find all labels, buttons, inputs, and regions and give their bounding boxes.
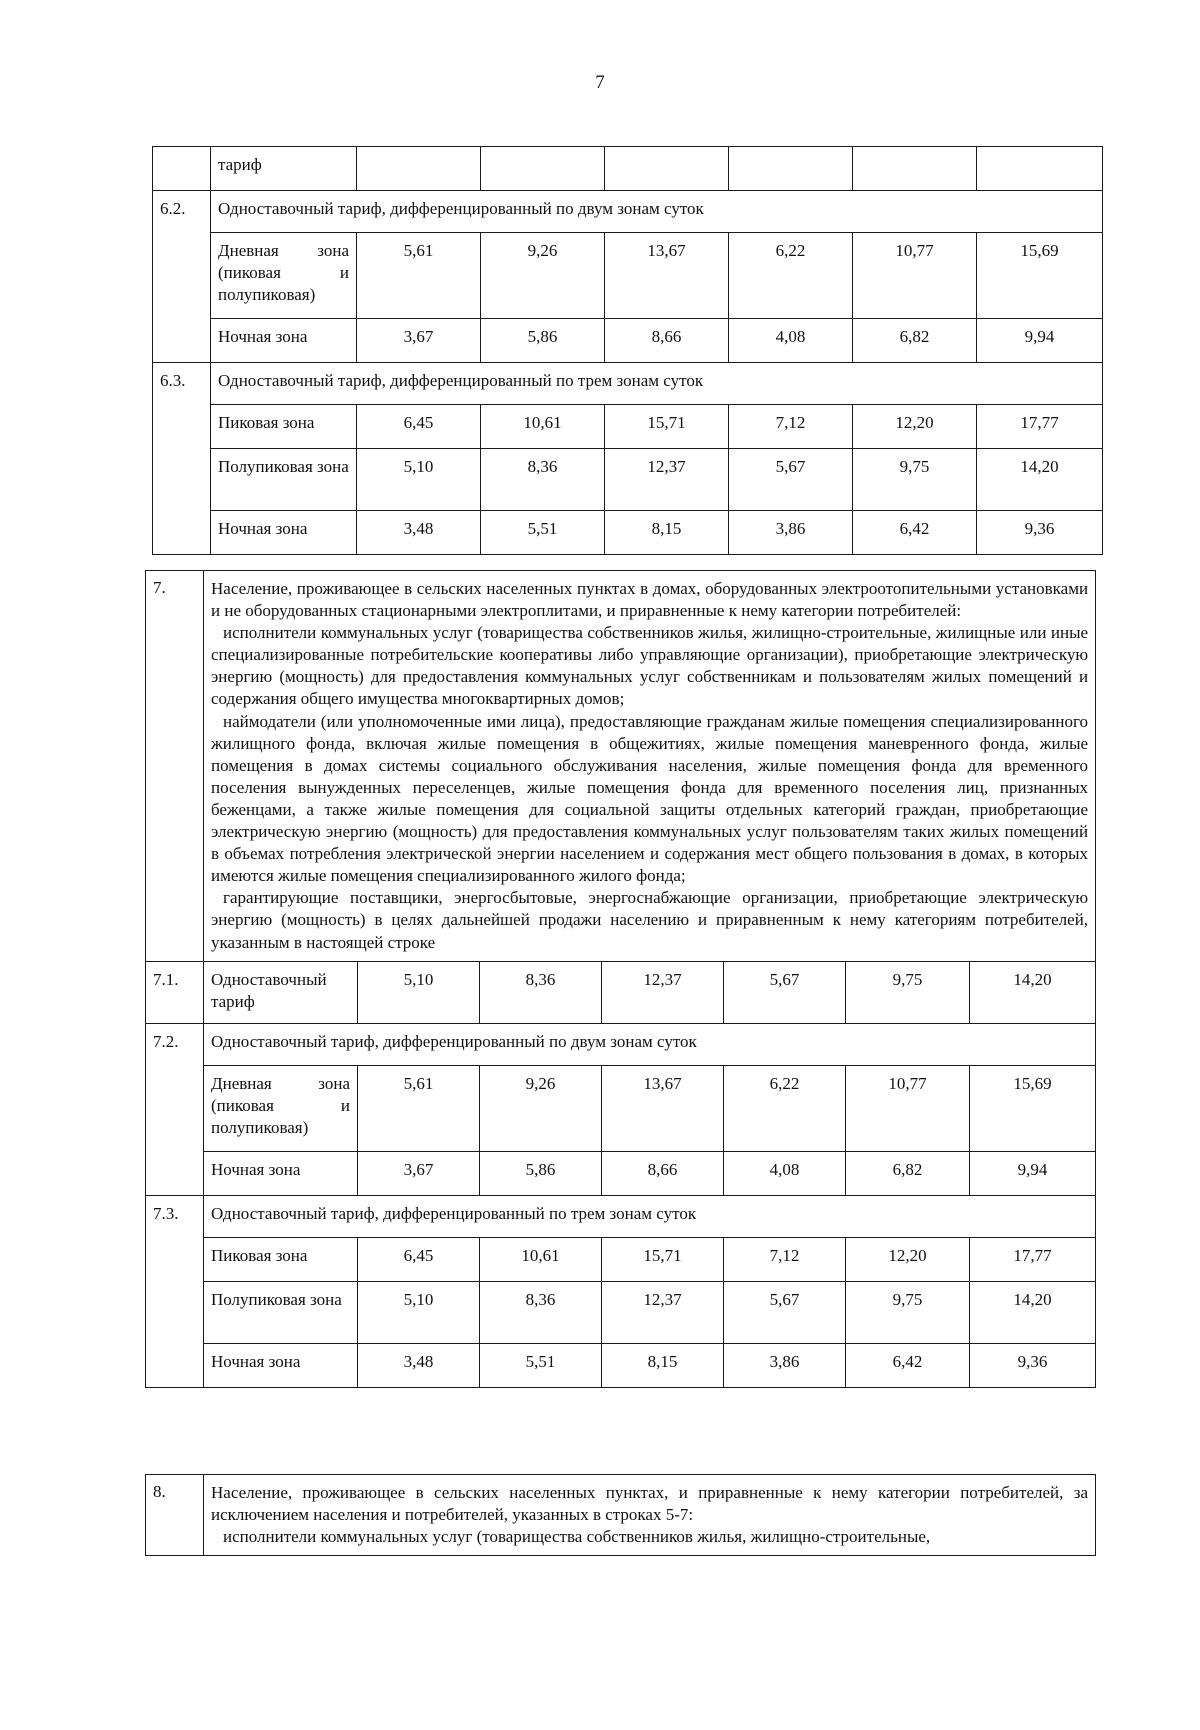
value-cell: 5,86: [481, 319, 605, 363]
row-label: Ночная зона: [211, 511, 357, 555]
row-number-cell: [153, 147, 211, 191]
paragraph: исполнители коммунальных услуг (товарищества собственников жилья, жилищно-строительные,: [223, 1527, 931, 1547]
section-header: Одноставочный тариф, дифференцированный по двум зонам суток: [211, 191, 1103, 233]
row-label: Дневная зона (пиковая и полупиковая): [204, 1065, 358, 1151]
value-cell: 6,45: [358, 1237, 480, 1281]
row-number: 7.: [146, 571, 204, 962]
value-cell: 5,61: [357, 233, 481, 319]
value-cell: 14,20: [977, 449, 1103, 511]
value-cell: 8,15: [605, 511, 729, 555]
value-cell: 13,67: [602, 1065, 724, 1151]
table-row: [146, 571, 1096, 962]
value-cell: 7,12: [724, 1237, 846, 1281]
paragraph: гарантирующие поставщики, энергосбытовые, энергоснабжающие организации, приобретающие электрическую энергию (мощность) в целях дальнейшей продажи населению и приравненным к нему категориям потребителей, указанным в настоящей строке: [211, 888, 1089, 952]
section-header: Одноставочный тариф, дифференцированный по трем зонам суток: [204, 1195, 1096, 1237]
value-cell: 9,26: [481, 233, 605, 319]
row-number: 6.2.: [153, 191, 211, 363]
tariff-table-top: [152, 146, 1103, 555]
row-label: Дневная зона (пиковая и полупиковая): [211, 233, 357, 319]
row-number: 7.3.: [146, 1195, 204, 1387]
row-label: Ночная зона: [204, 1343, 358, 1387]
value-cell: 10,61: [480, 1237, 602, 1281]
row-label: Ночная зона: [211, 319, 357, 363]
table-row: [146, 1065, 1096, 1151]
value-cell: 8,36: [481, 449, 605, 511]
value-cell: 9,94: [970, 1151, 1096, 1195]
value-cell: 9,75: [853, 449, 977, 511]
value-cell: 12,37: [605, 449, 729, 511]
value-cell: 5,67: [724, 961, 846, 1023]
section-text: [204, 1475, 1096, 1556]
table-row: [146, 1195, 1096, 1237]
value-cell: 5,51: [481, 511, 605, 555]
value-cell: 3,86: [729, 511, 853, 555]
section-header: Одноставочный тариф, дифференцированный по двум зонам суток: [204, 1023, 1096, 1065]
value-cell: 15,69: [970, 1065, 1096, 1151]
row-number: 7.2.: [146, 1023, 204, 1195]
value-cell: 6,82: [846, 1151, 970, 1195]
table-row: [153, 511, 1103, 555]
value-cell: 3,48: [357, 511, 481, 555]
value-cell: 6,45: [357, 405, 481, 449]
row-label: Полупиковая зона: [211, 449, 357, 511]
value-cell: 4,08: [729, 319, 853, 363]
value-cell: 3,48: [358, 1343, 480, 1387]
value-cell: 6,42: [846, 1343, 970, 1387]
value-cell: 15,69: [977, 233, 1103, 319]
table-row: [146, 1151, 1096, 1195]
tariff-table-section-8: [145, 1474, 1096, 1556]
value-cell: 5,67: [724, 1281, 846, 1343]
section-header: Одноставочный тариф, дифференцированный по трем зонам суток: [211, 363, 1103, 405]
row-label: Пиковая зона: [204, 1237, 358, 1281]
value-cell: 3,86: [724, 1343, 846, 1387]
value-cell: 6,42: [853, 511, 977, 555]
table-row: [153, 363, 1103, 405]
value-cell: 6,22: [729, 233, 853, 319]
table-row: [153, 319, 1103, 363]
value-cell: 9,36: [977, 511, 1103, 555]
value-cell: 10,77: [846, 1065, 970, 1151]
value-cell: 6,22: [724, 1065, 846, 1151]
table-row: [153, 191, 1103, 233]
value-cell: 9,75: [846, 961, 970, 1023]
value-cell: 12,20: [853, 405, 977, 449]
table-row: [146, 1343, 1096, 1387]
value-cell: 7,12: [729, 405, 853, 449]
value-cell: 9,94: [977, 319, 1103, 363]
row-label: Пиковая зона: [211, 405, 357, 449]
page-number: 7: [595, 72, 605, 93]
row-number: 6.3.: [153, 363, 211, 555]
row-label: Полупиковая зона: [204, 1281, 358, 1343]
table-row: [153, 233, 1103, 319]
value-cell: 12,20: [846, 1237, 970, 1281]
value-cell: 10,61: [481, 405, 605, 449]
value-cell: 8,36: [480, 961, 602, 1023]
row-label: Одноставочный тариф: [204, 961, 358, 1023]
table-row: [146, 1237, 1096, 1281]
table-row: [153, 405, 1103, 449]
value-cell: 15,71: [605, 405, 729, 449]
value-cell: 12,37: [602, 1281, 724, 1343]
value-cell: 17,77: [970, 1237, 1096, 1281]
value-cell: 12,37: [602, 961, 724, 1023]
value-cell: 15,71: [602, 1237, 724, 1281]
value-cell: 9,75: [846, 1281, 970, 1343]
value-cell: 5,10: [358, 1281, 480, 1343]
paragraph: Население, проживающее в сельских населенных пунктах в домах, оборудованных электроотопительными установками и не оборудованных стационарными электроплитами, и приравненные к нему категории потребителей:: [211, 579, 1089, 621]
value-cell: 3,67: [358, 1151, 480, 1195]
table-row: [146, 1023, 1096, 1065]
value-cell: 5,10: [358, 961, 480, 1023]
paragraph: наймодатели (или уполномоченные ими лица), предоставляющие гражданам жилые помещения специализированного жилищного фонда, включая жилые помещения в общежитиях, жилые помещения маневренного фонда, жилые помещения в домах системы социального обслуживания населения, жилые помещения фонда для временного поселения вынужденных переселенцев, жилые помещения фонда для временного поселения лиц, признанных беженцами, а также жилые помещения для социальной защиты отдельных категорий граждан, приобретающие электрическую энергию (мощность) для предоставления коммунальных услуг пользователям таких жилых помещений в объемах потребления электрической энергии населением и содержания мест общего пользования в домах, в которых имеются жилые помещения специализированного жилого фонда;: [211, 711, 1089, 886]
value-cell: 6,82: [853, 319, 977, 363]
value-cell: 13,67: [605, 233, 729, 319]
value-cell: 9,36: [970, 1343, 1096, 1387]
value-cell: 4,08: [724, 1151, 846, 1195]
value-cell: 5,51: [480, 1343, 602, 1387]
table-row: [146, 1281, 1096, 1343]
value-cell: 5,61: [358, 1065, 480, 1151]
value-cell: 5,86: [480, 1151, 602, 1195]
value-cell: 5,10: [357, 449, 481, 511]
row-number: 8.: [146, 1475, 204, 1556]
value-cell: 8,36: [480, 1281, 602, 1343]
value-cell: 5,67: [729, 449, 853, 511]
paragraph: исполнители коммунальных услуг (товарищества собственников жилья, жилищно-строительные, жилищные или иные специализированные потребительские кооперативы либо управляющие организации), приобретающие электрическую энергию (мощность) для предоставления коммунальных услуг собственникам и пользователям жилых помещений и содержания общего имущества многоквартирных домов;: [211, 623, 1089, 709]
value-cell: 14,20: [970, 1281, 1096, 1343]
table-row: [153, 147, 1103, 191]
value-cell: 3,67: [357, 319, 481, 363]
table-row: [153, 449, 1103, 511]
section-text: [204, 571, 1096, 962]
value-cell: 8,66: [605, 319, 729, 363]
row-label: Ночная зона: [204, 1151, 358, 1195]
value-cell: 14,20: [970, 961, 1096, 1023]
paragraph: Население, проживающее в сельских населенных пунктах, и приравненные к нему категории потребителей, за исключением населения и потребителей, указанных в строках 5-7:: [211, 1483, 1088, 1525]
row-label: тариф: [211, 147, 357, 191]
value-cell: 9,26: [480, 1065, 602, 1151]
tariff-table-section-7: [145, 570, 1096, 1388]
value-cell: 17,77: [977, 405, 1103, 449]
table-row: [146, 1475, 1096, 1556]
value-cell: 8,66: [602, 1151, 724, 1195]
value-cell: 8,15: [602, 1343, 724, 1387]
row-number: 7.1.: [146, 961, 204, 1023]
table-row: [146, 961, 1096, 1023]
value-cell: 10,77: [853, 233, 977, 319]
